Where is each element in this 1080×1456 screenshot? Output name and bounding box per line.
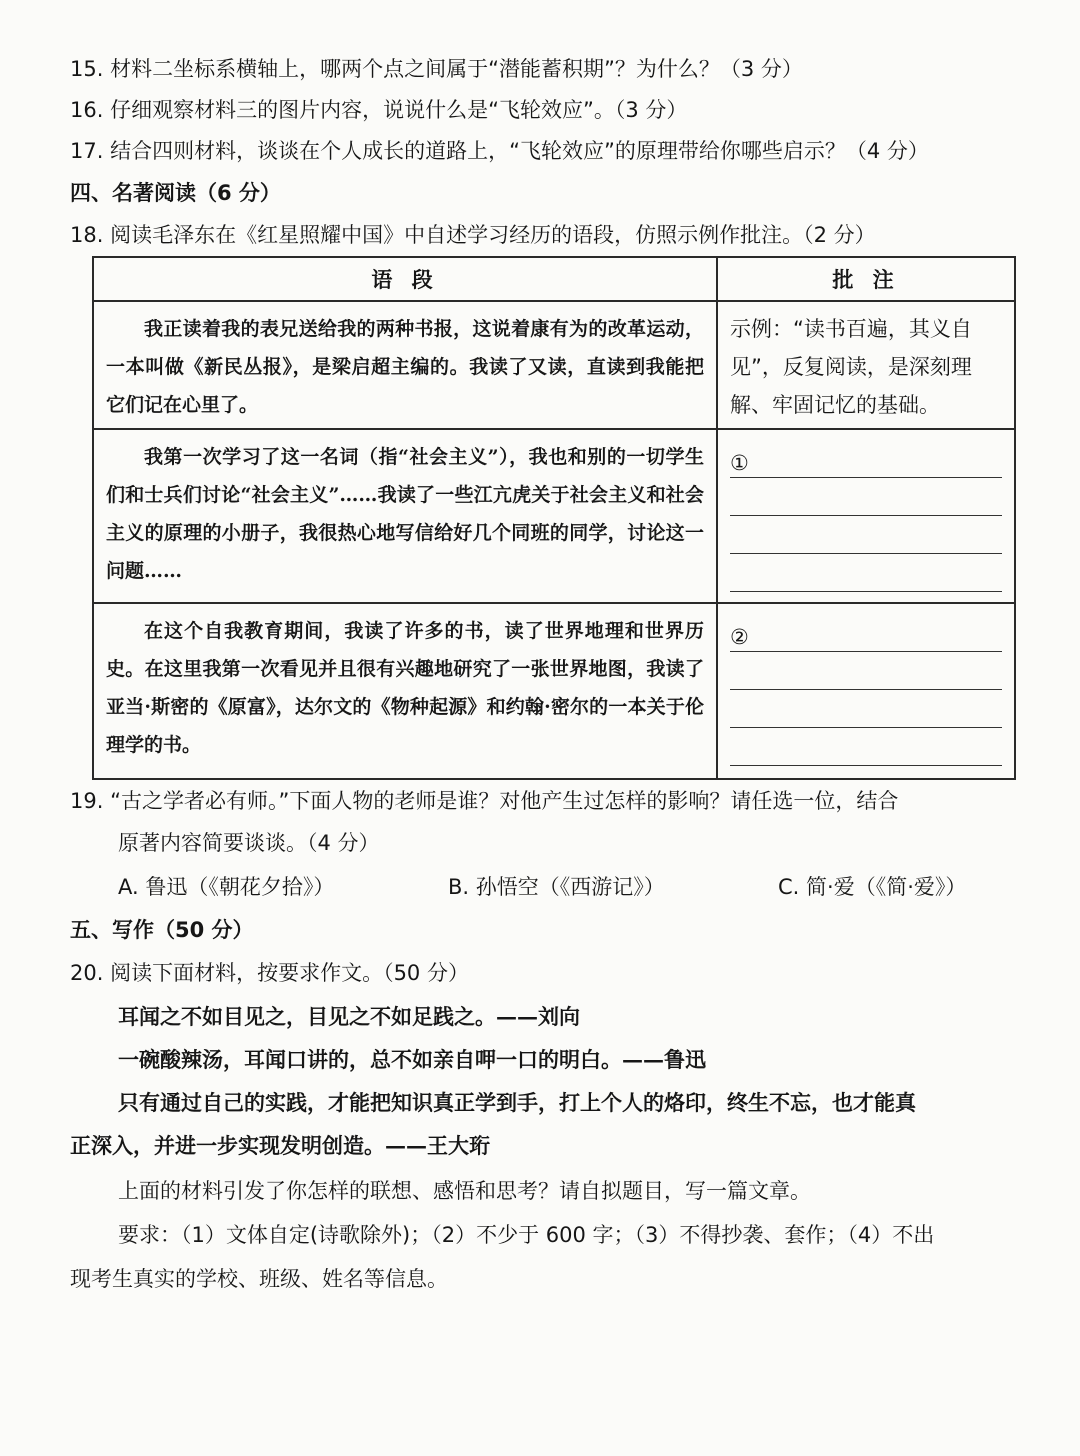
quote-wang-daheng: 只有通过自己的实践，才能把知识真正学到手，打上个人的烙印，终生不忘，也才能真 xyxy=(118,1090,916,1115)
answer-line[interactable] xyxy=(730,478,1002,516)
header-note: 批 注 xyxy=(717,257,1015,301)
table-row xyxy=(93,429,1015,603)
annotation-table xyxy=(92,256,1016,780)
writing-prompt: 上面的材料引发了你怎样的联想、感悟和思考？请自拟题目，写一篇文章。 xyxy=(118,1179,811,1203)
question-15: 15. 材料二坐标系横轴上，哪两个点之间属于“潜能蓄积期”？为什么？（3 分） xyxy=(70,57,803,81)
table-row xyxy=(93,603,1015,779)
answer-marker-1: ① xyxy=(730,451,749,475)
answer-cell-2[interactable] xyxy=(717,603,1015,779)
question-19: 19. “古之学者必有师。”下面人物的老师是谁？对他产生过怎样的影响？请任选一位，结合 xyxy=(70,789,899,813)
answer-line[interactable] xyxy=(730,690,1002,728)
answer-line[interactable] xyxy=(730,554,1002,592)
question-19-cont: 原著内容简要谈谈。（4 分） xyxy=(118,831,380,855)
answer-line[interactable] xyxy=(730,614,1002,652)
writing-requirements: 要求：（1）文体自定(诗歌除外)；（2）不少于 600 字；（3）不得抄袭、套作；（4）不出 xyxy=(118,1223,935,1247)
option-a: A. 鲁迅（《朝花夕拾》） xyxy=(118,875,335,899)
quote-lu-xun: 一碗酸辣汤，耳闻口讲的，总不如亲自呷一口的明白。——鲁迅 xyxy=(118,1047,706,1072)
answer-line[interactable] xyxy=(730,652,1002,690)
answer-line[interactable] xyxy=(730,728,1002,766)
passage-cell: 我第一次学习了这一名词（指“社会主义”），我也和别的一切学生们和士兵们讨论“社会主义”……我读了一些江亢虎关于社会主义和社会主义的原理的小册子，我很热心地写信给好几个同班的同学，讨论这一问题…… xyxy=(93,429,717,603)
option-c: C. 简·爱（《简·爱》） xyxy=(778,875,967,899)
table-header-row xyxy=(93,257,1015,301)
passage-cell: 在这个自我教育期间，我读了许多的书，读了世界地理和世界历史。在这里我第一次看见并且很有兴趣地研究了一张世界地图，我读了亚当·斯密的《原富》，达尔文的《物种起源》和约翰·密尔的一本关于伦理学的书。 xyxy=(93,603,717,779)
header-passage: 语 段 xyxy=(93,257,717,301)
question-20: 20. 阅读下面材料，按要求作文。（50 分） xyxy=(70,961,469,985)
answer-cell-1[interactable] xyxy=(717,429,1015,603)
table-row xyxy=(93,301,1015,429)
option-b: B. 孙悟空（《西游记》） xyxy=(448,875,665,899)
section-5-title: 五、写作（50 分） xyxy=(70,918,254,942)
question-18: 18. 阅读毛泽东在《红星照耀中国》中自述学习经历的语段，仿照示例作批注。（2 分） xyxy=(70,223,876,247)
passage-cell: 我正读着我的表兄送给我的两种书报，这说着康有为的改革运动，一本叫做《新民丛报》，是梁启超主编的。我读了又读，直读到我能把它们记在心里了。 xyxy=(93,301,717,429)
answer-line[interactable] xyxy=(730,516,1002,554)
quote-liu-xiang: 耳闻之不如目见之，目见之不如足践之。——刘向 xyxy=(118,1004,580,1029)
answer-marker-2: ② xyxy=(730,625,749,649)
question-16: 16. 仔细观察材料三的图片内容，说说什么是“飞轮效应”。（3 分） xyxy=(70,98,688,122)
quote-wang-daheng-cont: 正深入，并进一步实现发明创造。——王大珩 xyxy=(70,1133,490,1158)
question-17: 17. 结合四则材料，谈谈在个人成长的道路上，“飞轮效应”的原理带给你哪些启示？（4 分） xyxy=(70,139,929,163)
writing-requirements-cont: 现考生真实的学校、班级、姓名等信息。 xyxy=(70,1267,448,1291)
answer-line[interactable] xyxy=(730,440,1002,478)
example-note-cell: 示例：“读书百遍，其义自见”，反复阅读，是深刻理解、牢固记忆的基础。 xyxy=(717,301,1015,429)
section-4-title: 四、名著阅读（6 分） xyxy=(70,181,281,205)
